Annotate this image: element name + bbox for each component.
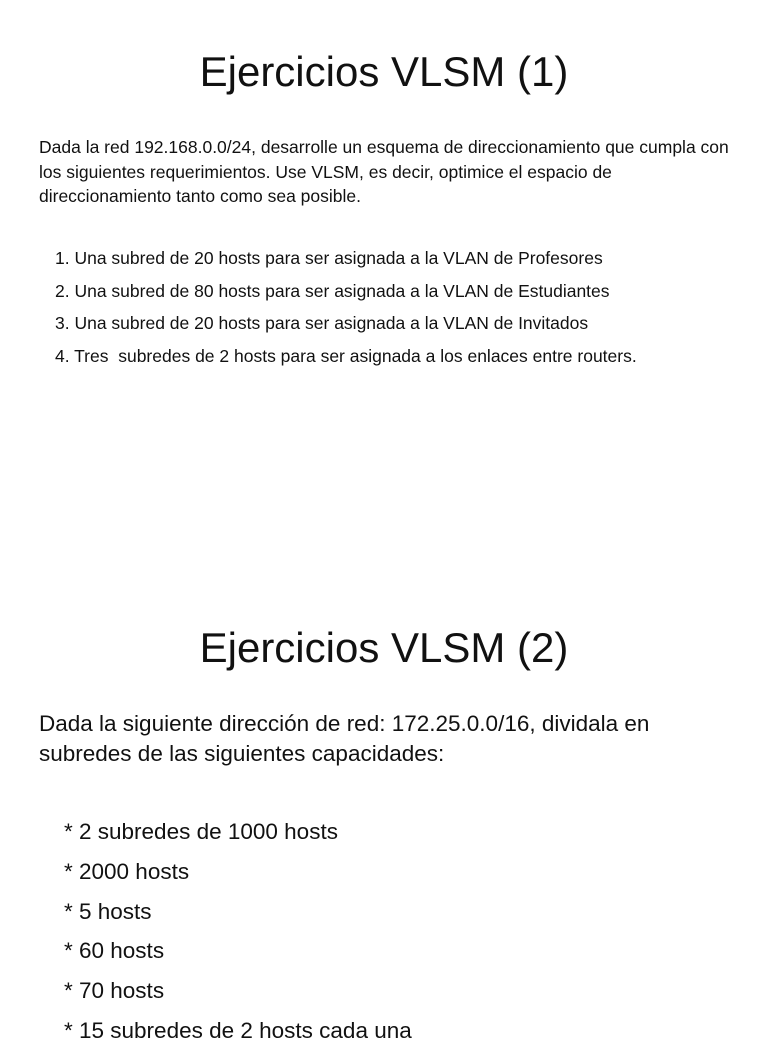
slide-2-capacities-list — [64, 817, 412, 1056]
slide-1-intro: Dada la red 192.168.0.0/24, desarrolle un esquema de direccionamiento que cumpla con los siguientes requerimientos. Use VLSM, es decir, optimice el espacio de direccionamiento tanto como sea posible. — [39, 137, 729, 206]
slide-2-intro: Dada la siguiente dirección de red: 172.25.0.0/16, dividala en subredes de las siguientes capacidades: — [39, 711, 650, 766]
list-item: * 70 hosts — [64, 978, 165, 1004]
slide-vlsm-2 — [0, 590, 768, 1043]
list-item: 1. Una subred de 20 hosts para ser asignada a la VLAN de Profesores — [55, 248, 603, 268]
slide-2-title: Ejercicios VLSM (2) — [199, 624, 569, 671]
list-item: * 2000 hosts — [64, 858, 190, 884]
list-item: 2. Una subred de 80 hosts para ser asignada a la VLAN de Estudiantes — [55, 280, 610, 301]
list-item: * 15 subredes de 2 hosts cada una — [64, 1017, 412, 1043]
list-item: * 5 hosts — [64, 898, 152, 924]
slide-1-requirements-list — [55, 246, 637, 376]
list-item: 3. Una subred de 20 hosts para ser asignada a la VLAN de Invitados — [55, 313, 589, 333]
slide-1-title: Ejercicios VLSM (1) — [199, 48, 569, 95]
list-item: * 60 hosts — [64, 938, 165, 964]
list-item: * 2 subredes de 1000 hosts — [64, 819, 338, 844]
list-item: 4. Tres subredes de 2 hosts para ser asignada a los enlaces entre routers. — [55, 345, 637, 366]
